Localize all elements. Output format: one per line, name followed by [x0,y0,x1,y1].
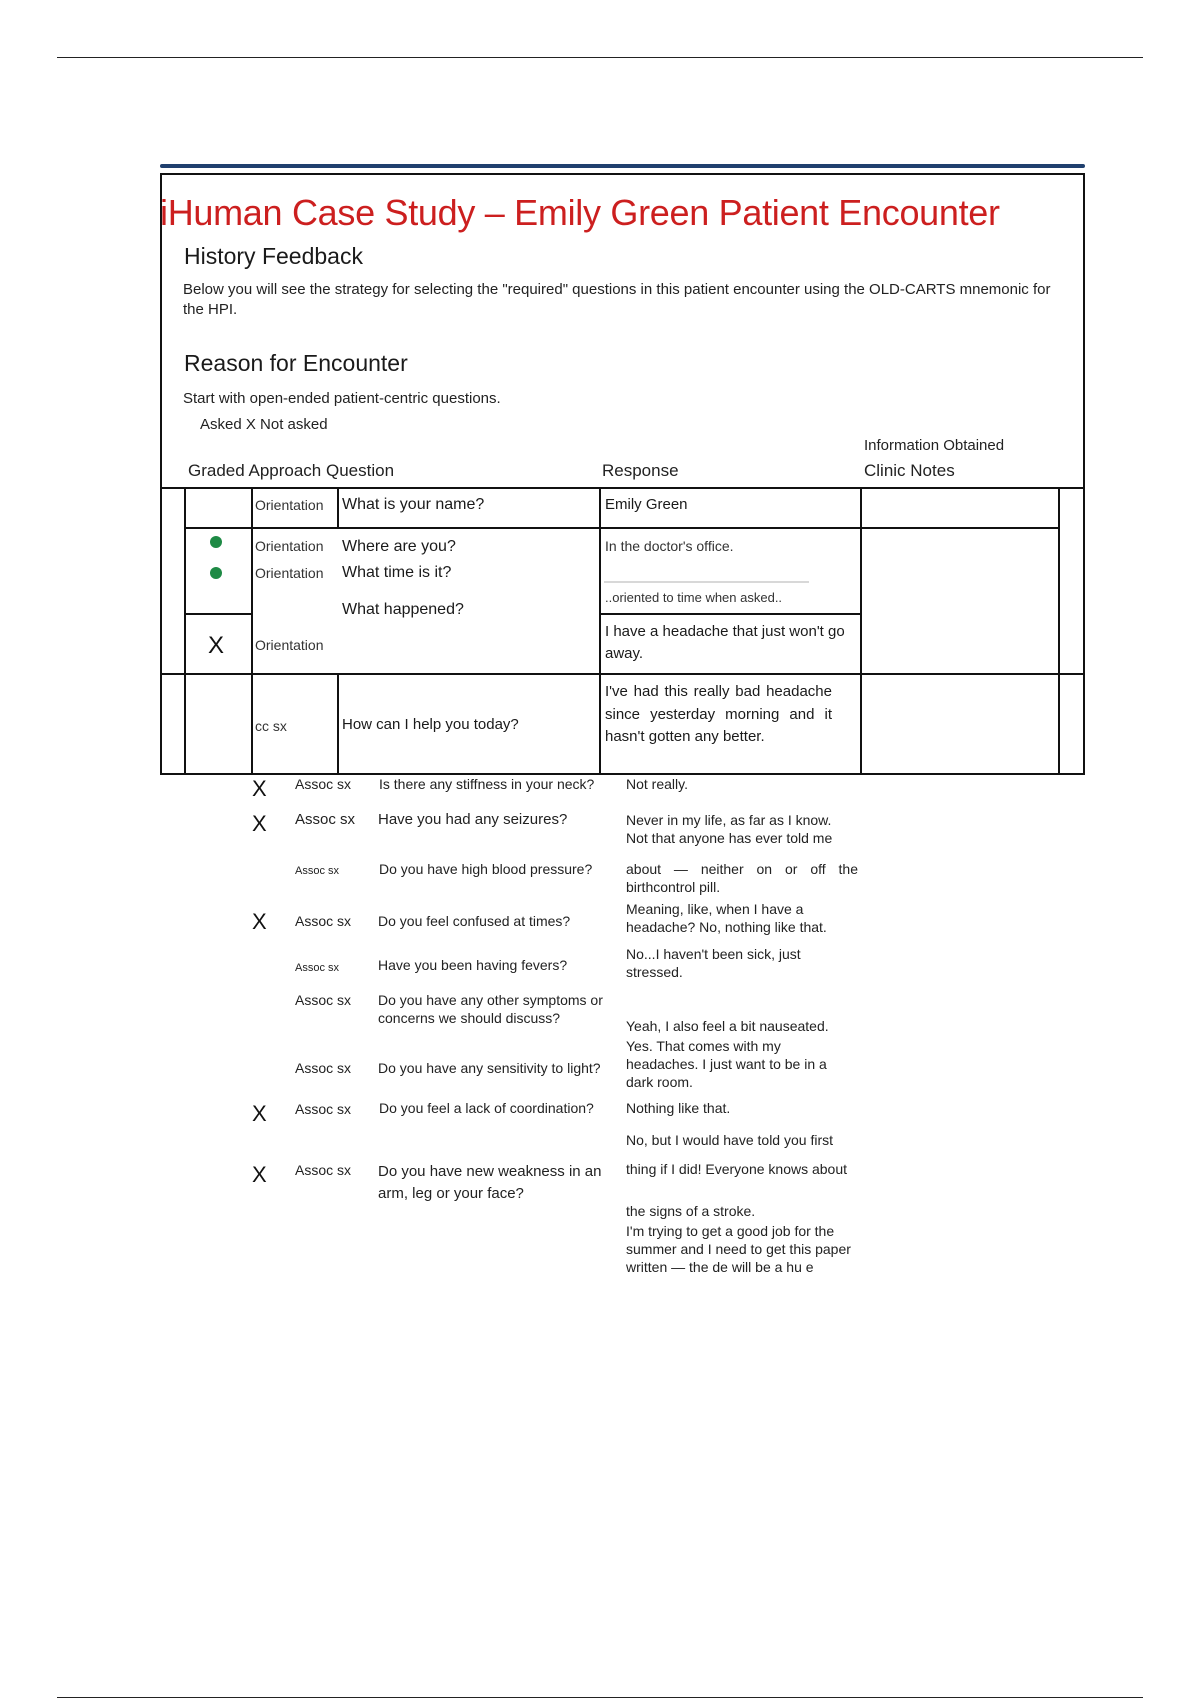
assoc-question: Do you have new weakness in an arm, leg or your face? [378,1163,602,1202]
not-asked-x-mark: X [208,632,225,659]
row-response: I've had this really bad headache since yesterday morning and it hasn't gotten any better. [605,683,832,745]
assoc-response: No...I haven't been sick, just stressed. [626,946,801,980]
table-rule [185,527,1059,529]
asked-dot-icon [210,567,222,579]
column-header-graded-question: Graded Approach Question [188,461,395,480]
section-history-feedback: History Feedback [184,243,363,269]
table-rule [184,487,186,775]
assoc-category: Assoc sx [295,1101,352,1117]
assoc-question: Do you feel a lack of coordination? [379,1100,594,1116]
row-category: Orientation [255,538,324,554]
assoc-response: No, but I would have told you first [626,1132,833,1148]
assoc-category: Assoc sx [295,962,340,974]
assoc-category: Assoc sx [295,776,352,792]
assoc-response: thing if I did! Everyone knows about [626,1161,848,1177]
table-rule [337,673,339,775]
table-rule [860,487,862,775]
assoc-response: Nothing like that. [626,1100,731,1116]
table-rule [251,487,253,775]
legend-text: Asked X Not asked [200,416,328,433]
assoc-question: Do you have any other symptoms or concerns we should discuss? [378,992,603,1026]
row-response: ..oriented to time when asked.. [605,590,783,605]
table-rule [160,487,1085,489]
row-question: What is your name? [342,496,485,513]
assoc-question: Do you feel confused at times? [378,913,571,929]
assoc-category: Assoc sx [295,865,340,877]
assoc-question: Do you have high blood pressure? [379,861,593,877]
bottom-rule [57,1697,1143,1698]
assoc-question: Is there any stiffness in your neck? [379,776,595,792]
assoc-response: I'm trying to get a good job for the summer and I need to get this paper written — the de will be a hu e [626,1223,851,1275]
row-category: Orientation [255,565,324,581]
table-rule [599,487,601,775]
row-question: What happened? [342,601,464,618]
section-reason-for-encounter: Reason for Encounter [184,350,408,376]
row-response: Emily Green [605,496,688,513]
row-response: I have a headache that just won't go away. [605,623,845,662]
assoc-question: Have you had any seizures? [378,811,568,828]
table-rule [185,613,251,615]
assoc-response: Meaning, like, when I have a headache? No, nothing like that. [626,901,827,935]
assoc-question: Have you been having fevers? [378,957,568,973]
row-category: Orientation [255,497,324,513]
table-rule [604,581,809,583]
assoc-category: Assoc sx [295,913,352,929]
not-asked-x-mark: X [252,776,267,801]
assoc-response: about — neither on or off the birthcontrol pill. [626,861,858,895]
assoc-response: Never in my life, as far as I know. Not that anyone has ever told me [626,812,833,846]
table-rule [337,487,339,527]
table-rule [160,673,1085,675]
row-question: Where are you? [342,538,456,555]
column-header-info-obtained: Information Obtained [864,437,1005,454]
not-asked-x-mark: X [252,811,267,836]
column-header-response: Response [602,461,679,480]
assoc-category: Assoc sx [295,992,352,1008]
header-accent-rule [160,164,1085,168]
assoc-response: Not really. [626,776,688,792]
row-question: What time is it? [342,564,452,581]
not-asked-x-mark: X [252,1162,267,1187]
asked-dot-icon [210,536,222,548]
column-header-clinic-notes: Clinic Notes [864,461,955,480]
top-rule [57,57,1143,58]
table-rule [600,613,861,615]
not-asked-x-mark: X [252,1101,267,1126]
assoc-response: the signs of a stroke. [626,1203,756,1219]
assoc-response: Yeah, I also feel a bit nauseated. [626,1018,829,1034]
assoc-category: Assoc sx [295,1162,352,1178]
row-category: Orientation [255,637,324,653]
assoc-response: Yes. That comes with my headaches. I just want to be in a dark room. [626,1038,827,1090]
intro-paragraph: Below you will see the strategy for selecting the "required" questions in this patient encounter using the OLD-CARTS mnemonic for the HPI. [183,281,1051,318]
assoc-category: Assoc sx [295,1060,352,1076]
not-asked-x-mark: X [252,909,267,934]
page-title: iHuman Case Study – Emily Green Patient Encounter [160,192,1000,233]
assoc-category: Assoc sx [295,811,356,828]
table-rule [1058,487,1060,775]
instruction-text: Start with open-ended patient-centric questions. [183,390,501,407]
row-response: In the doctor's office. [605,538,734,554]
row-question: How can I help you today? [342,716,519,733]
row-category: cc sx [255,718,287,734]
assoc-question: Do you have any sensitivity to light? [378,1060,601,1076]
